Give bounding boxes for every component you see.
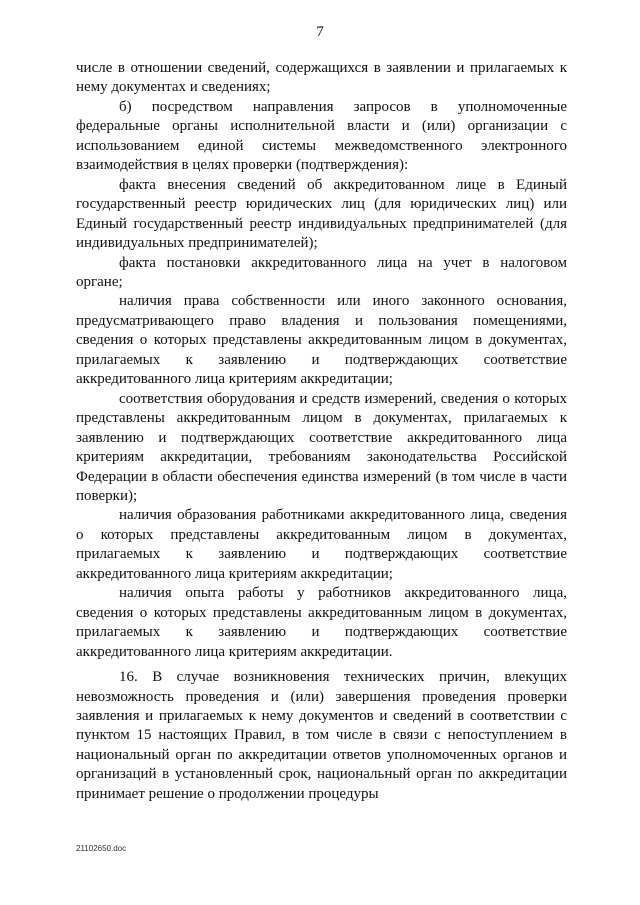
paragraph-item-16: 16. В случае возникновения технических причин, влекущих невозможность проведения и (или) завершения проведения проверки заявления и прилагаемых к нему документов и сведений в соответствии с пунктом 15 настоящих Правил, в том числе в связи с непоступлением в национальный орган по аккредитации ответов уполномоченных органов и организаций в установленный срок, национальный орган по аккредитации принимает решение о продолжении процедуры [76,669,567,802]
paragraph-staff-education: наличия образования работниками аккредитованного лица, сведения о которых представлены аккредитованным лицом в документах, прилагаемых к заявлению и подтверждающих соответствие аккредитованного лица критериям аккредитации; [76,507,567,582]
paragraph-equipment-compliance: соответствия оборудования и средств измерений, сведения о которых представлены аккредитованным лицом в документах, прилагаемых к заявлению и подтверждающих соответствие аккредитованного лица критериям аккредитации, требованиям законодательства Российской Федерации в области обеспечения единства измерений (в том числе в части поверки); [76,390,567,504]
paragraph-premises-rights: наличия права собственности или иного законного основания, предусматривающего право владения и пользования помещениями, сведения о которых представлены аккредитованным лицом в документах, прилагаемых к заявлению и подтверждающих соответствие аккредитованного лица критериям аккредитации; [76,293,567,388]
footer-filename: 21102650.doc [76,844,127,853]
paragraph-continuation: числе в отношении сведений, содержащихся в заявлении и прилагаемых к нему документах и сведениях; [76,60,567,96]
paragraph-staff-experience: наличия опыта работы у работников аккредитованного лица, сведения о которых представлены аккредитованным лицом в документах, прилагаемых к заявлению и подтверждающих соответствие аккредитованного лица критериям аккредитации. [76,585,567,660]
paragraph-egrul-fact: факта внесения сведений об аккредитованном лице в Единый государственный реестр юридических лиц (для юридических лиц) или Единый государственный реестр индивидуальных предпринимателей (для индивидуальных предпринимателей); [76,176,567,252]
paragraph-item-b: б) посредством направления запросов в уполномоченные федеральные органы исполнительной власти и (или) организации с использованием единой системы межведомственного электронного взаимодействия в целях проверки (подтверждения): [76,98,567,174]
document-body [76,59,567,804]
page-number: 7 [316,24,324,40]
paragraph-tax-registration: факта постановки аккредитованного лица на учет в налоговом органе; [76,254,567,290]
